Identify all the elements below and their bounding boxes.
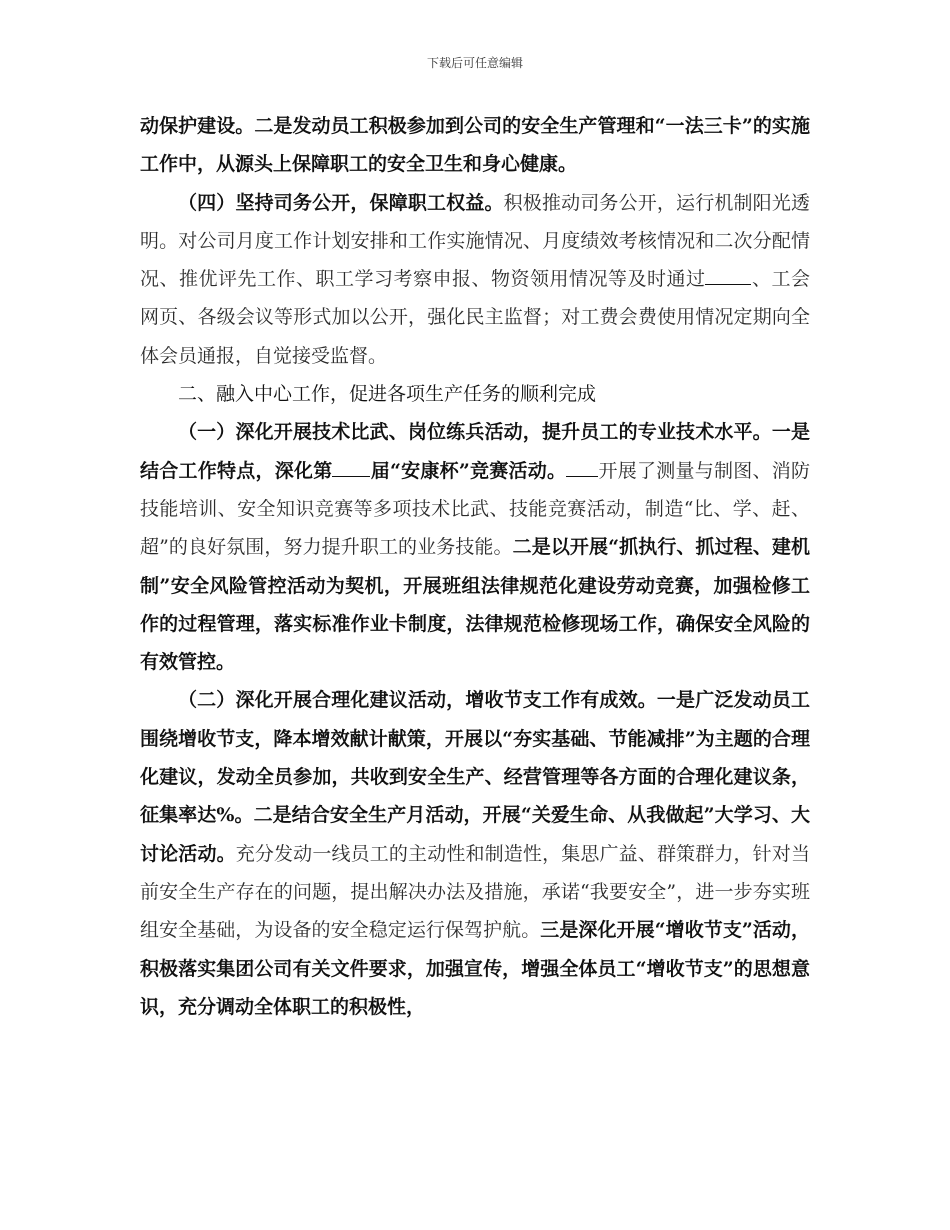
section-heading: （四）坚持司务公开，保障职工权益。 bbox=[178, 191, 504, 214]
section-heading: 二、融入中心工作，促进各项生产任务的顺利完成 bbox=[178, 383, 597, 406]
fill-in-blank bbox=[332, 457, 370, 477]
paragraph-text: 开展了测量与制图、消防技能培训、安全知识竞赛等多项技术比武、技能竞赛活动，制造“比、学、赶、超”的良好氛围，努力提升职工的业务技能。 bbox=[140, 459, 810, 559]
section-heading: （一）深化开展技术比武、岗位练兵活动，提升员工的专业技术水平。一是结合工作特点，深化第 bbox=[140, 421, 810, 482]
paragraph bbox=[140, 681, 810, 1026]
section-heading: 届“安康杯”竞赛活动。 bbox=[370, 459, 567, 482]
paragraph-text: 积极推动司务公开，运行机制阳光透明。对公司月度工作计划安排和工作实施情况、月度绩效考核情况和二次分配情况、推优评先工作、职工学习考察申报、物资领用情况等及时通过 bbox=[140, 191, 810, 291]
fill-in-blank bbox=[705, 265, 751, 285]
page-header: 下载后可任意编辑 bbox=[426, 56, 523, 70]
document-body bbox=[140, 107, 810, 1026]
paragraph bbox=[140, 107, 810, 184]
paragraph-text: 二是以开展“抓执行、抓过程、建机制”安全风险管控活动为契机，开展班组法律规范化建设劳动竞赛，加强检修工作的过程管理，落实标准作业卡制度，法律规范检修现场工作，确保安全风险的有效管控。 bbox=[140, 536, 811, 674]
paragraph bbox=[140, 413, 810, 681]
paragraph-text: 动保护建设。二是发动员工积极参加到公司的安全生产管理和“一法三卡”的实施工作中，从源头上保障职工的安全卫生和身心健康。 bbox=[140, 115, 810, 176]
paragraph-text: 三是深化开展“增收节支”活动，积极落实集团公司有关文件要求，加强宣传，增强全体员工“增收节支”的思想意识，充分调动全体职工的积极性， bbox=[140, 919, 810, 1018]
paragraph bbox=[140, 184, 810, 375]
paragraph bbox=[140, 375, 810, 413]
fill-in-blank bbox=[566, 457, 598, 477]
paragraph-text: （二）深化开展合理化建议活动，增收节支工作有成效。一是广泛发动员工围绕增收节支，降本增效献计献策，开展以“夯实基础、节能减排”为主题的合理化建议，发动全员参加，共收到安全生产、经营管理等各方面的合理化建议条，征集率达%。二是结合安全生产月活动，开展“关爱生命、从我做起”大学习、大讨论活动。 bbox=[140, 689, 810, 865]
paragraph-text: 充分发动一线员工的主动性和制造性，集思广益、群策群力，针对当前安全生产存在的问题，提出解决办法及措施，承诺“我要安全”，进一步夯实班组安全基础，为设备的安全稳定运行保驾护航。 bbox=[140, 842, 810, 942]
paragraph-text: 、工会网页、各级会议等形式加以公开，强化民主监督；对工费会费使用情况定期向全体会员通报，自觉接受监督。 bbox=[140, 268, 810, 367]
